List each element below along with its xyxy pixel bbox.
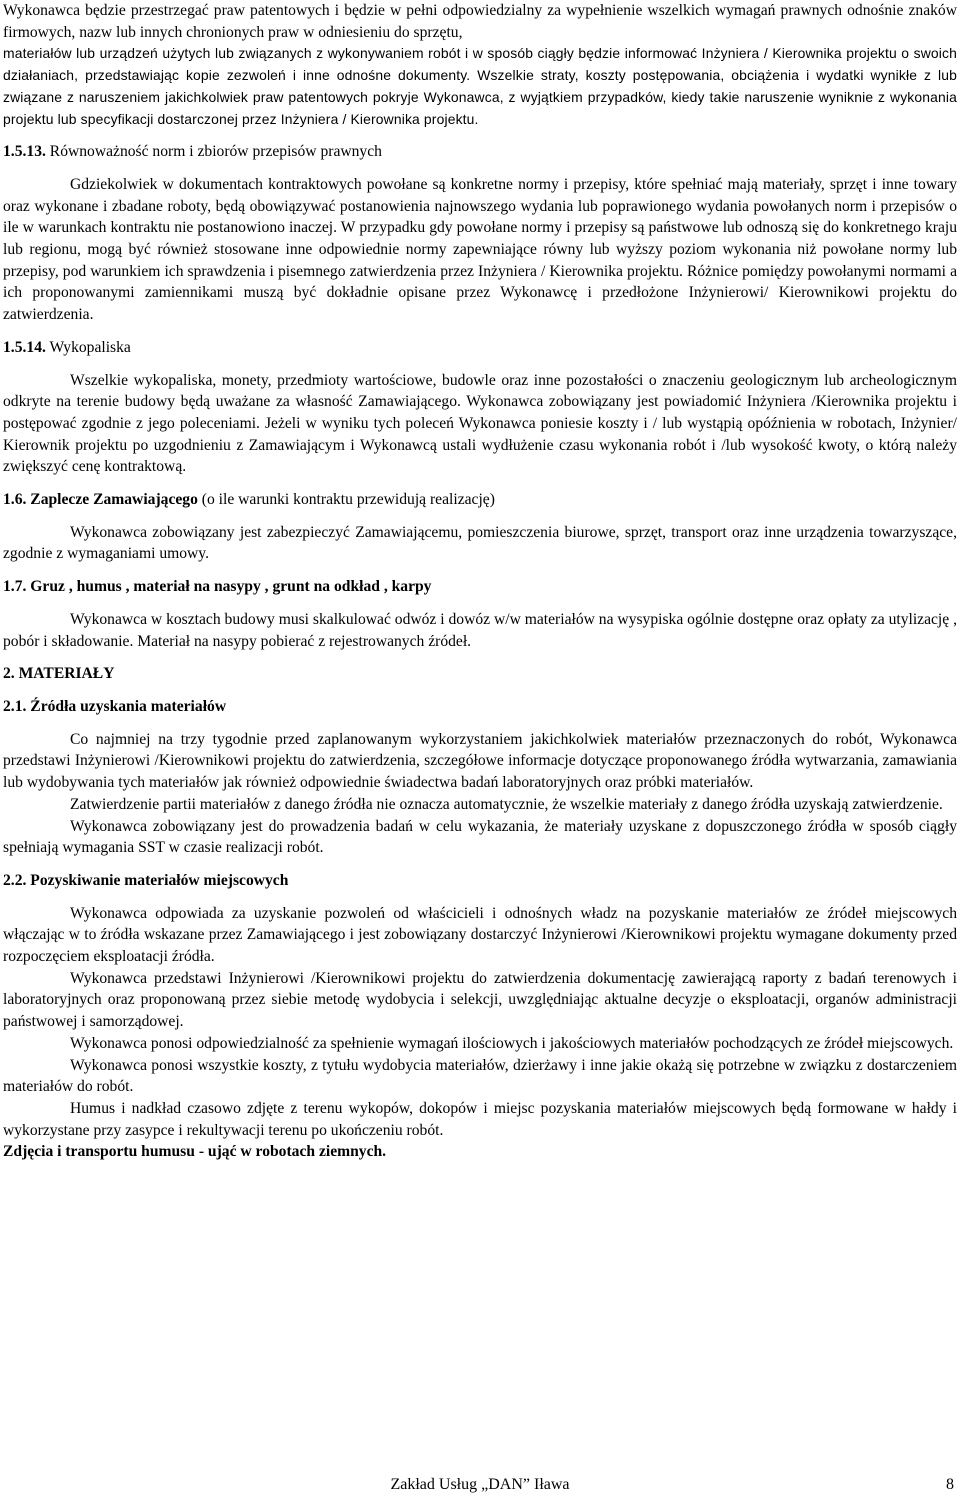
intro-paragraph-part1: Wykonawca będzie przestrzegać praw patentowych i będzie w pełni odpowiedzialny za wypełnienie wszelkich wymagań prawnych odnośnie znaków firmowych, nazw lub innych chronionych praw w odniesieniu do sprzętu, (3, 2, 957, 41)
section-1-6-body: Wykonawca zobowiązany jest zabezpieczyć Zamawiającemu, pomieszczenia biurowe, sprzęt, transport oraz inne urządzenia towarzyszące, zgodnie z wymaganiami umowy. (3, 523, 957, 563)
section-title-bold: 1.6. Zaplecze Zamawiającego (3, 491, 198, 509)
section-2-1-heading (3, 696, 957, 718)
section-1-6-heading (3, 489, 957, 511)
section-1-5-13-heading (3, 141, 957, 163)
section-2-2-paragraph: Wykonawca ponosi wszystkie koszty, z tytułu wydobycia materiałów, dzierżawy i inne jakie okażą się potrzebne w związku z dostarczeniem materiałów do robót. (3, 1056, 957, 1096)
section-1-5-13-body: Gdziekolwiek w dokumentach kontraktowych powołane są konkretne normy i przepisy, które spełniać mają materiały, sprzęt i inne towary oraz wykonane i zbadane roboty, będą obowiązywać postanowienia najnowszego wydania lub poprawionego wydania powołanych norm i przepisów o ile w warunkach kontraktu nie postanowiono inaczej. W przypadku gdy powołane normy i przepisy są państwowe lub odnoszą się do konkretnego kraju lub regionu, mogą być również stosowane inne odpowiednie normy zapewniające równy lub wyższy poziom wykonania niż powołane normy lub przepisy, pod warunkiem ich sprawdzenia i pisemnego zatwierdzenia przez Inżyniera / Kierownika projektu. Różnice pomiędzy powołanymi normami a ich proponowanymi zamiennikami muszą być dokładnie opisane przez Wykonawcę i przedłożone Inżynierowi/ Kierownikowi projektu do zatwierdzenia. (3, 175, 957, 324)
document-page (3, 0, 957, 1163)
section-2-2-paragraph: Wykonawca ponosi odpowiedzialność za spełnienie wymagań ilościowych i jakościowych materiałów pochodzących ze źródeł miejscowych. (70, 1034, 954, 1052)
section-title: 1.7. Gruz , humus , materiał na nasypy , grunt na odkład , karpy (3, 578, 432, 596)
section-title: 2.2. Pozyskiwanie materiałów miejscowych (3, 871, 289, 889)
section-2-1-paragraph: Wykonawca zobowiązany jest do prowadzenia badań w celu wykazania, że materiały uzyskane z dopuszczonego źródła w sposób ciągły spełniają wymagania SST w czasie realizacji robót. (3, 817, 957, 857)
section-number: 1.5.13. (3, 143, 46, 161)
section-1-5-14-heading (3, 337, 957, 359)
section-title: 2.1. Źródła uzyskania materiałów (3, 697, 227, 715)
section-2-2-closing-note (3, 1141, 957, 1163)
section-2-heading (3, 663, 957, 685)
page-number: 8 (946, 1476, 954, 1493)
section-2-2-paragraph: Wykonawca odpowiada za uzyskanie pozwoleń od właścicieli i odnośnych władz na pozyskanie materiałów ze źródeł miejscowych włączając w to źródła wskazane przez Zamawiającego i jest zobowiązany dostarczyć Inżynierowi /Kierownikowi projektu wymagane dokumenty przed rozpoczęciem eksploatacji źródła. (3, 904, 957, 966)
section-number: 1.5.14. (3, 338, 46, 356)
section-2-2-paragraph: Wykonawca przedstawi Inżynierowi /Kierownikowi projektu do zatwierdzenia dokumentację zawierającą raporty z badań terenowych i laboratoryjnych oraz proponowaną przez siebie metodę wydobycia i selekcji, uwzględniając aktualne decyzje o eksploatacji, organów administracji państwowej i samorządowej. (3, 969, 957, 1031)
section-2-2-paragraph: Humus i nadkład czasowo zdjęte z terenu wykopów, dokopów i miejsc pozyskania materiałów miejscowych będą formowane w hałdy i wykorzystane przy zasypce i rekultywacji terenu po ukończeniu robót. (3, 1099, 957, 1139)
section-1-7-heading (3, 576, 957, 598)
section-title: Równoważność norm i zbiorów przepisów prawnych (45, 143, 382, 161)
section-title: Wykopaliska (45, 338, 131, 356)
section-1-7-body: Wykonawca w kosztach budowy musi skalkulować odwóz i dowóz w/w materiałów na wysypiska ogólnie dostępne oraz opłaty za utylizację , pobór i składowanie. Materiał na nasypy pobierać z rejestrowanych źródeł. (3, 610, 957, 650)
page-footer (0, 1476, 960, 1496)
closing-note-text: Zdjęcia i transportu humusu - ująć w robotach ziemnych. (3, 1143, 387, 1161)
section-2-2-heading (3, 870, 957, 892)
section-title-rest: (o ile warunki kontraktu przewidują realizację) (197, 491, 495, 509)
section-2-1-paragraph: Zatwierdzenie partii materiałów z danego źródła nie oznacza automatycznie, że wszelkie materiały z danego źródła uzyskają zatwierdzenie. (70, 795, 943, 813)
section-1-5-14-body: Wszelkie wykopaliska, monety, przedmioty wartościowe, budowle oraz inne pozostałości o znaczeniu geologicznym lub archeologicznym odkryte na terenie budowy będą uważane za własność Zamawiającego. Wykonawca zobowiązany jest powiadomić Inżyniera /Kierownika projektu i postępować zgodnie z jego poleceniami. Jeżeli w wyniku tych poleceń Wykonawca poniesie koszty i / lub wystąpią opóźnienia w robotach, Inżynier/ Kierownik projektu po uzgodnieniu z Zamawiającym i Wykonawcą ustali wydłużenie czasu wykonania robót i /lub wysokość kwoty, o którą należy zwiększyć cenę kontraktową. (3, 371, 957, 476)
section-title: 2. MATERIAŁY (3, 665, 115, 683)
footer-company: Zakład Usług „DAN” Iława (390, 1476, 570, 1493)
section-2-1-paragraph: Co najmniej na trzy tygodnie przed zaplanowanym wykorzystaniem jakichkolwiek materiałów przeznaczonych do robót, Wykonawca przedstawi Inżynierowi /Kierownikowi projektu do zatwierdzenia, szczegółowe informacje dotyczące proponowanego źródła wytwarzania, zamawiania lub wydobywania tych materiałów jak również odpowiednie świadectwa badań laboratoryjnych oraz próbki materiałów. (3, 730, 957, 792)
intro-paragraph-part2: materiałów lub urządzeń użytych lub związanych z wykonywaniem robót i w sposób ciągły będzie informować Inżyniera / Kierownika projektu o swoich działaniach, przedstawiając kopie zezwoleń i inne odnośne dokumenty. Wszelkie straty, koszty postępowania, obciążenia i wydatki wynikłe z lub związane z naruszeniem jakichkolwiek praw patentowych pokryje Wykonawca, z wyjątkiem przypadków, kiedy takie naruszenie wyniknie z wykonania projektu lub specyfikacji dostarczonej przez Inżyniera / Kierownika projektu. (3, 45, 957, 127)
